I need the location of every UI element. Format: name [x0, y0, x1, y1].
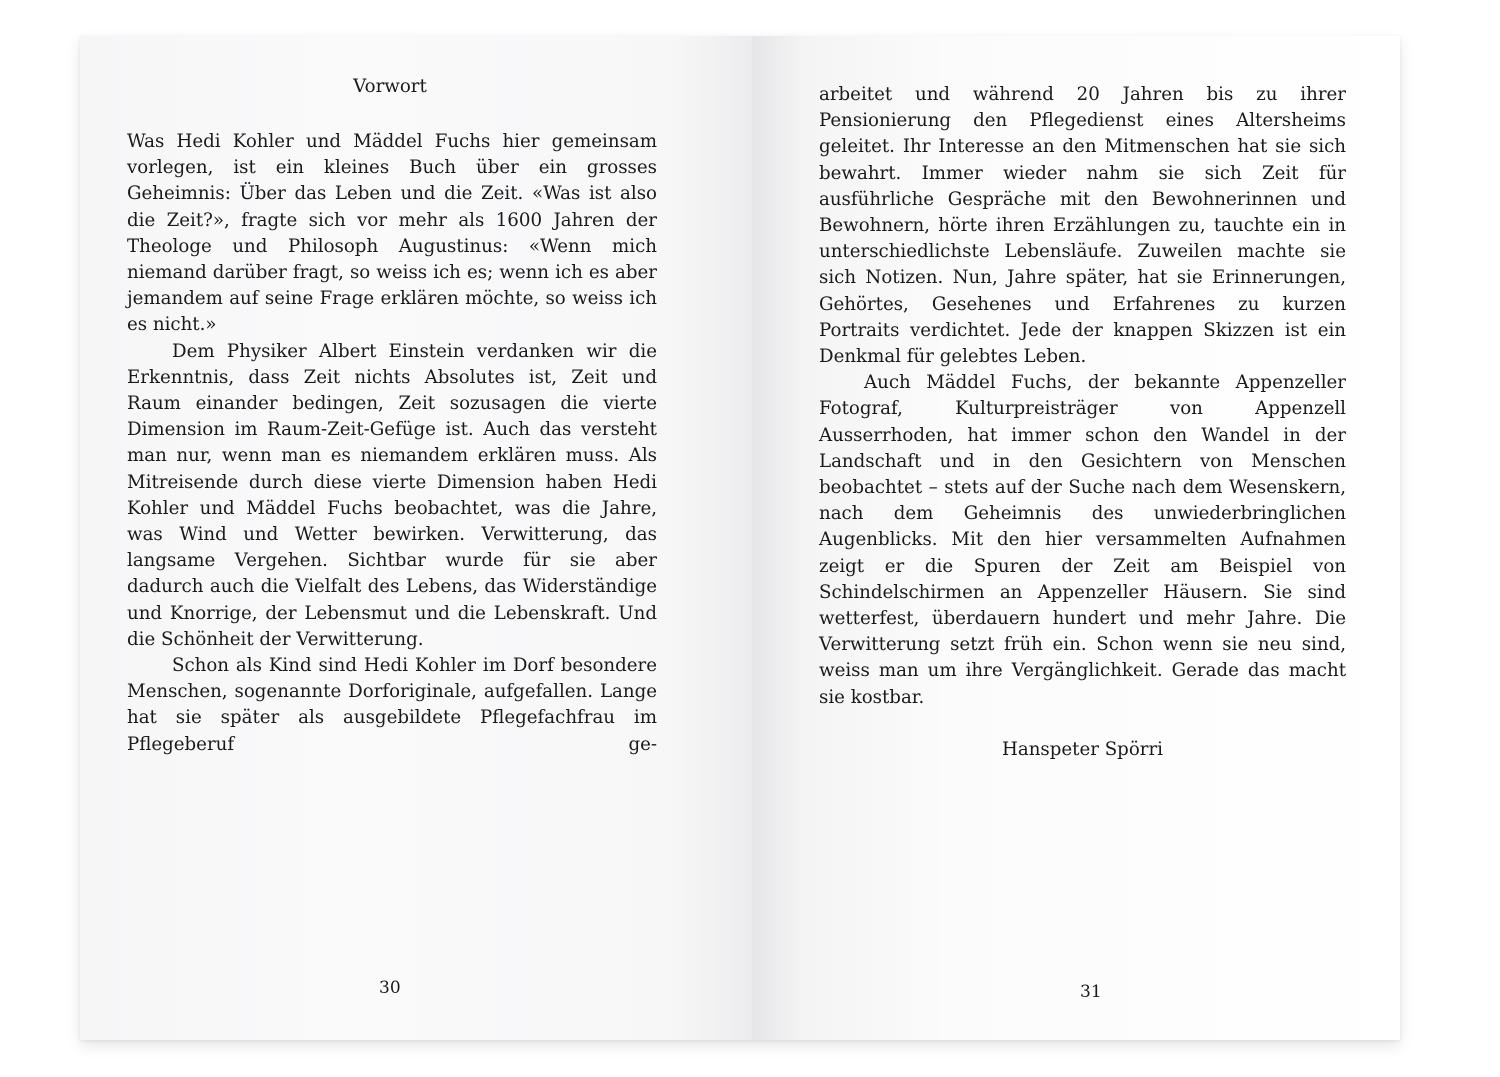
page-number-right: 31: [1080, 982, 1102, 1002]
paragraph: Was Hedi Kohler und Mäddel Fuchs hier gemeinsam vorlegen, ist ein kleines Buch über ein grosses Geheimnis: Über das Leben und die Zeit. «Was ist also die Zeit?», fragte sich vor mehr als 1600 Jahren der Theologe und Philosoph Augustinus: «Wenn mich niemand darüber fragt, so weiss ich es; wenn ich es aber jemandem auf seine Frage erklären möchte, so weiss ich es nicht.»: [127, 131, 657, 336]
right-page-body: [819, 82, 1346, 763]
left-page: [80, 36, 752, 1040]
right-page: [752, 36, 1400, 1040]
paragraph: Schon als Kind sind Hedi Kohler im Dorf besondere Menschen, sogenannte Dorforiginale, aufgefallen. Lange hat sie später als ausgebildete Pflegefachfrau im Pflegeberuf ge-: [127, 655, 657, 755]
signature: [819, 737, 1346, 763]
paragraph: arbeitet und während 20 Jahren bis zu ihrer Pensionierung den Pflegedienst eines Altersheims geleitet. Ihr Interesse an den Mitmenschen hat sie sich bewahrt. Immer wieder nahm sie sich Zeit für ausführliche Gespräche mit den Bewohnerinnen und Bewohnern, hörte ihren Erzählungen zu, tauchte ein in unterschiedlichste Lebensläufe. Zuweilen machte sie sich Notizen. Nun, Jahre später, hat sie Erinnerungen, Gehörtes, Gesehenes und Erfahrenes zu kurzen Portraits verdichtet. Jede der knappen Skizzen ist ein Denkmal für gelebtes Leben.: [819, 84, 1346, 368]
left-page-body: [127, 129, 657, 758]
paragraph: Auch Mäddel Fuchs, der bekannte Appenzeller Fotograf, Kulturpreisträger von Appenzell Ausserrhoden, hat immer schon den Wandel in der Landschaft und in den Gesichtern von Menschen beobachtet – stets auf der Suche nach dem Wesenskern, nach dem Geheimnis des unwiederbringlichen Augenblicks. Mit den hier versammelten Aufnahmen zeigt er die Spuren der Zeit am Beispiel von Schindelschirmen an Appenzeller Häusern. Sie sind wetterfest, überdauern hundert und mehr Jahre. Die Verwitterung setzt früh ein. Schon wenn sie neu sind, weiss man um ihre Vergänglichkeit. Gerade das macht sie kostbar.: [819, 372, 1346, 708]
paragraph: Dem Physiker Albert Einstein verdanken wir die Erkenntnis, dass Zeit nichts Absolutes ist, Zeit und Raum einander bedingen, Zeit sozusagen die vierte Dimension im Raum-Zeit-Gefüge ist. Auch das versteht man nur, wenn man es niemandem erklären muss. Als Mitreisende durch diese vierte Dimension haben Hedi Kohler und Mäddel Fuchs beobachtet, was die Jahre, was Wind und Wetter bewirken. Verwitterung, das langsame Vergehen. Sichtbar wurde für sie aber dadurch auch die Vielfalt des Lebens, das Widerständige und Knorrige, der Lebensmut und die Lebenskraft. Und die Schönheit der Verwitterung.: [127, 340, 657, 650]
author-name: Hanspeter Spörri: [1002, 738, 1163, 760]
book-spread: [80, 36, 1400, 1040]
chapter-heading: Vorwort: [353, 76, 427, 97]
page-number-left: 30: [379, 978, 401, 998]
